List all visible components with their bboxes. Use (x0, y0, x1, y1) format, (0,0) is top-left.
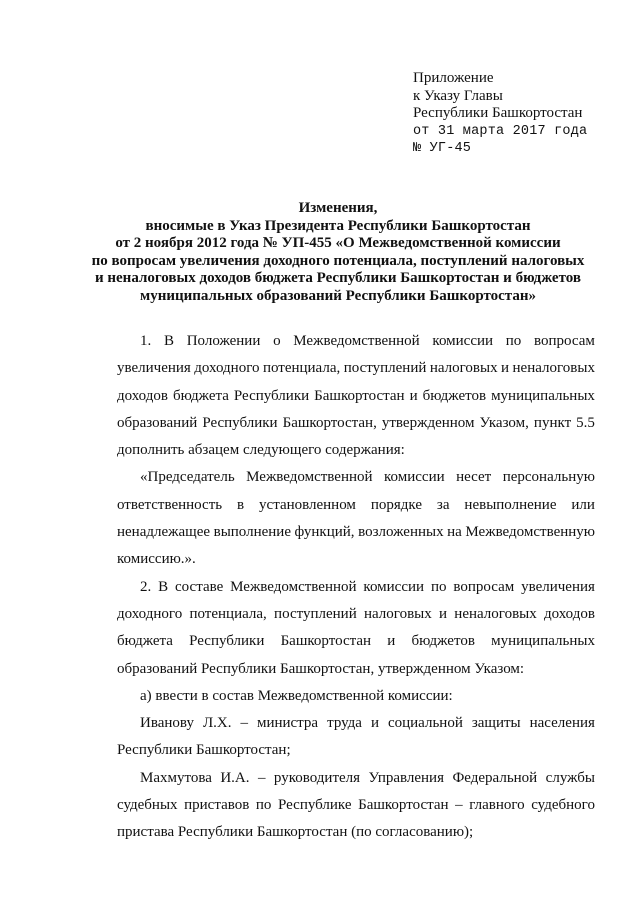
word: возложенных (358, 524, 444, 541)
word: комиссии (363, 578, 425, 595)
word: Л.Х. (202, 715, 232, 732)
word: Башкортостан (280, 633, 372, 650)
word: ответственность (117, 496, 223, 513)
word: потенциала, (262, 360, 341, 377)
paragraph-1-line-1 (117, 328, 595, 355)
word: бюджетов (422, 387, 487, 404)
word: Межведомственной (230, 578, 357, 595)
word: социальной (387, 715, 463, 732)
word: комиссии (432, 333, 494, 349)
word: образований (117, 414, 198, 431)
quote-line-2 (117, 492, 595, 519)
paragraph-2-line-4: образований Республики Башкортостан, утвержденном Указом: (117, 660, 525, 677)
word: по (430, 578, 447, 595)
word: населения (529, 715, 595, 732)
member-makhmutov-line-3: пристава Республики Башкортостан (по согласованию); (117, 824, 474, 841)
word: по (505, 333, 522, 349)
paragraph-2-line-3 (117, 628, 595, 655)
word: несет (456, 469, 492, 486)
paragraph-1-line-3 (117, 383, 595, 410)
word: руководителя (273, 769, 361, 786)
word: и (409, 387, 418, 404)
word: составе (175, 578, 224, 595)
appendix-line-2: к Указу Главы (413, 87, 503, 104)
word: вопросам (534, 333, 595, 349)
quote-line-1 (117, 464, 595, 491)
word: Республики (189, 633, 265, 650)
title-line-2: вносимые в Указ Президента Республики Башкортостан (145, 217, 531, 234)
word: функций, (294, 524, 355, 541)
word: поступлений (274, 605, 357, 622)
word: В (158, 578, 169, 595)
word: бюджета (172, 387, 229, 404)
word: установленном (259, 496, 356, 513)
word: Республики (233, 387, 310, 404)
word: Межведомственной (246, 469, 373, 486)
word: Республике (277, 797, 352, 814)
paragraph-1-line-2 (117, 355, 595, 382)
word: – (240, 715, 248, 732)
word: Иванову (140, 715, 194, 732)
title-line-3: от 2 ноября 2012 года № УП-455 «О Межведомственной комиссии (115, 235, 561, 252)
document-title (64, 200, 612, 306)
word: Махмутова (140, 769, 212, 786)
word: о (273, 333, 281, 349)
word: по (255, 797, 272, 814)
word: бюджетов (411, 633, 475, 650)
word: приставов (184, 797, 250, 814)
word: доходов (544, 605, 595, 622)
word: за (436, 496, 450, 513)
word: налоговых (363, 605, 432, 622)
word: неналоговых (512, 360, 595, 377)
word: Башкортостан (358, 797, 449, 814)
word: – (455, 797, 463, 814)
word: вопросам (453, 578, 515, 595)
quote-line-3 (117, 519, 595, 546)
word: поступлений (343, 360, 427, 377)
word: выполнение (213, 524, 291, 541)
paragraph-2-line-1 (117, 574, 595, 601)
appendix-line-3: Республики Башкортостан (413, 105, 583, 121)
word: доходов (117, 387, 168, 404)
word: Управления (368, 769, 444, 786)
word: 5.5 (576, 414, 595, 431)
word: Указом, (479, 414, 529, 431)
word: судебного (531, 797, 595, 814)
word: неналоговых (454, 605, 537, 622)
title-line-1: Изменения, (298, 200, 378, 216)
word: Республики (202, 414, 278, 431)
paragraph-1-line-5: дополнить абзацем следующего содержания: (117, 442, 405, 459)
word: муниципальных (491, 387, 595, 404)
word: доходного (117, 605, 183, 622)
word: 1. (140, 333, 152, 349)
word: и (387, 633, 396, 650)
word: порядке (370, 496, 422, 513)
appendix-date: от 31 марта 2017 года (413, 123, 588, 139)
word: увеличения (521, 578, 595, 595)
word: Башкортостан (314, 387, 405, 404)
paragraph-2-line-2 (117, 601, 595, 628)
quote-line-4: комиссию.». (117, 551, 196, 568)
member-ivanova-line-1 (117, 710, 595, 737)
word: персональную (502, 469, 595, 486)
word: Положении (186, 333, 261, 349)
word: Башкортостан, (282, 414, 377, 431)
word: – (257, 769, 266, 786)
word: Межведомственной (293, 333, 420, 349)
word: судебных (117, 797, 178, 814)
document-body (117, 328, 595, 847)
word: утвержденном (381, 414, 475, 431)
word: Межведомственную (465, 524, 595, 541)
word: ненадлежащее (117, 524, 211, 541)
word: бюджета (117, 633, 173, 650)
word: невыполнение (464, 496, 557, 513)
word: главного (469, 797, 525, 814)
title-line-5: и неналоговых доходов бюджета Республики Башкортостан и бюджетов (94, 270, 581, 287)
title-line-6: муниципальных образований Республики Башкортостан» (139, 287, 537, 304)
subitem-a: а) ввести в состав Межведомственной комиссии: (140, 687, 453, 704)
member-makhmutov-line-1 (117, 765, 595, 792)
word: доходного (194, 360, 260, 377)
word: увеличения (117, 360, 191, 377)
appendix-number: № УГ-45 (413, 141, 472, 156)
member-makhmutov-line-2 (117, 792, 595, 819)
paragraph-1-line-4 (117, 410, 595, 437)
word: И.А. (220, 769, 250, 786)
appendix-header (413, 70, 623, 158)
word: на (447, 524, 462, 541)
word: муниципальных (491, 633, 595, 650)
word: и (501, 360, 510, 377)
word: комиссии (384, 469, 445, 486)
word: В (163, 333, 174, 349)
member-ivanova-line-2: Республики Башкортостан; (117, 742, 291, 759)
appendix-line-1: Приложение (413, 70, 494, 86)
word: труда (327, 715, 362, 732)
word: пункт (533, 414, 572, 431)
word: налоговых (429, 360, 498, 377)
word: службы (545, 769, 595, 786)
title-line-4: по вопросам увеличения доходного потенциала, поступлений налоговых (91, 252, 585, 269)
word: защиты (471, 715, 521, 732)
word: потенциала, (189, 605, 267, 622)
word: или (571, 496, 595, 513)
word: и (439, 605, 448, 622)
word: «Председатель (140, 469, 235, 486)
word: 2. (140, 578, 152, 595)
word: Федеральной (452, 769, 538, 786)
word: министра (256, 715, 319, 732)
word: и (370, 715, 379, 732)
word: в (237, 496, 245, 513)
